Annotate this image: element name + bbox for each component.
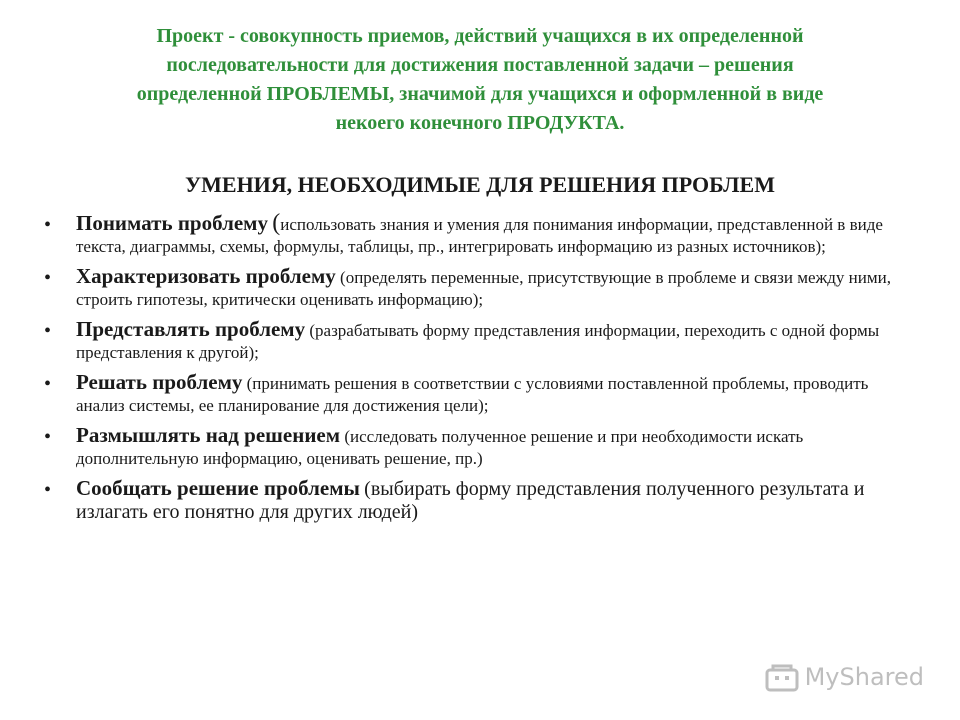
intro-line: определенной ПРОБЛЕМЫ, значимой для учащихся и оформленной в виде — [136, 83, 824, 105]
mail-icon — [765, 662, 799, 692]
bullet-icon: • — [44, 426, 52, 448]
intro-line: последовательности для достижения поставленной задачи – решения — [166, 54, 794, 76]
skill-understand — [40, 212, 900, 258]
skill-description: использовать знания и умения для понимания информации, представленной в виде текста, диаграммы, схемы, формулы, таблицы, пр., интегрировать информацию из разных источников); — [76, 215, 883, 256]
skill-title: Понимать проблему — [76, 211, 268, 235]
section-heading: УМЕНИЯ, НЕОБХОДИМЫЕ ДЛЯ РЕШЕНИЯ ПРОБЛЕМ — [184, 172, 775, 197]
skill-title: Решать проблему — [76, 370, 243, 394]
bullet-icon: • — [44, 214, 52, 236]
open-paren: ( — [272, 210, 281, 236]
skill-title: Характеризовать проблему — [76, 264, 336, 288]
skill-description: (принимать решения в соответствии с условиями поставленной проблемы, проводить анализ системы, ее планирование для достижения цели); — [76, 374, 869, 415]
intro-line: Проект - совокупность приемов, действий учащихся в их определенной — [156, 25, 804, 47]
intro-line: некоего конечного ПРОДУКТА. — [335, 112, 625, 134]
bullet-icon: • — [44, 373, 52, 395]
skill-description: (выбирать форму представления полученного результата и излагать его понятно для других людей) — [76, 478, 865, 523]
skill-communicate — [40, 477, 900, 524]
skill-description: (исследовать полученное решение и при необходимости искать дополнительную информацию, оценивать решение, пр.) — [76, 427, 804, 468]
skill-solve — [40, 371, 900, 417]
bullet-icon: • — [44, 320, 52, 342]
watermark-logo — [765, 662, 924, 692]
skills-list — [40, 212, 900, 531]
bullet-icon: • — [44, 479, 52, 501]
skill-description: (разрабатывать форму представления информации, переходить с одной формы представления к другой); — [76, 321, 880, 362]
watermark-text: MyShared — [804, 663, 924, 691]
skill-description: (определять переменные, присутствующие в проблеме и связи между ними, строить гипотезы, критически оценивать информацию); — [76, 268, 891, 309]
skill-title: Сообщать решение проблемы — [76, 476, 360, 500]
skill-title: Представлять проблему — [76, 317, 306, 341]
skill-reflect — [40, 424, 900, 470]
skill-title: Размышлять над решением — [76, 423, 341, 447]
intro-definition — [60, 22, 900, 138]
bullet-icon: • — [44, 267, 52, 289]
skill-represent — [40, 318, 900, 364]
skill-characterize — [40, 265, 900, 311]
